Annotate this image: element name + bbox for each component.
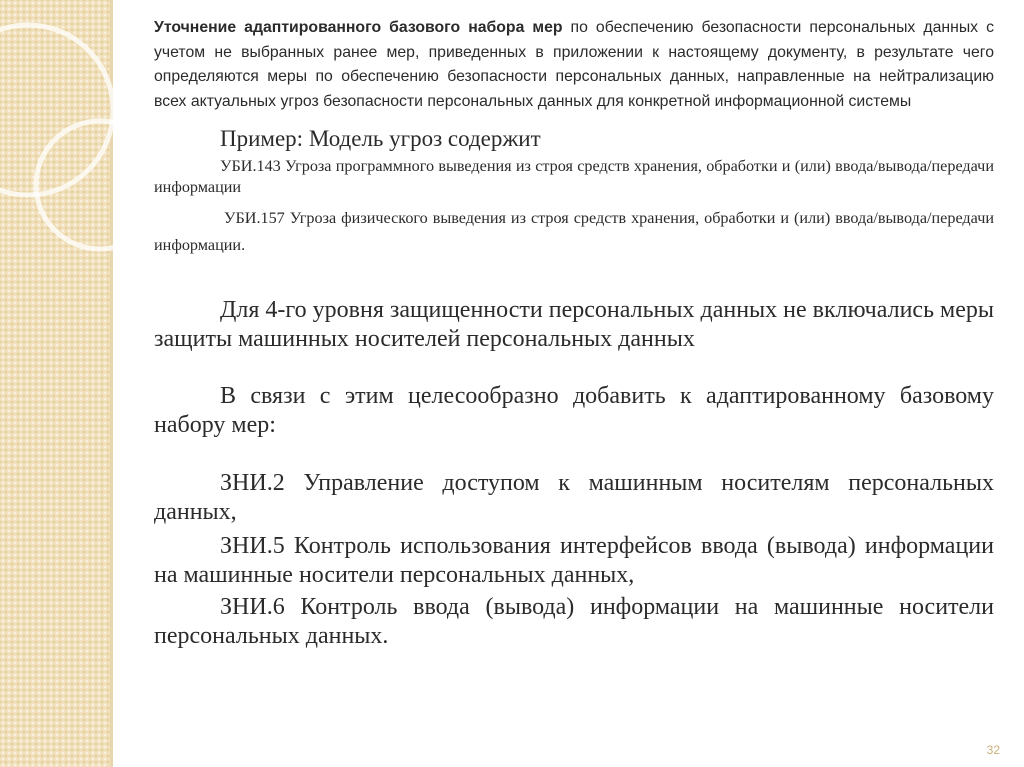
recommendation-paragraph: В связи с этим целесообразно добавить к адаптированному базовому набору мер: bbox=[154, 383, 994, 438]
measure-zni-2: ЗНИ.2 Управление доступом к машинным носителям персональных данных, bbox=[154, 470, 994, 525]
intro-paragraph bbox=[154, 16, 994, 114]
measure-zni-5: ЗНИ.5 Контроль использования интерфейсов ввода (вывода) информации на машинные носители персональных данных, bbox=[154, 533, 994, 588]
intro-rest: по обеспечению безопасности персональных данных с учетом не выбранных ранее мер, приведенных в приложении к настоящему документу, в результате чего определяются меры по обеспечению безопасности персональных данных, направленные на нейтрализацию всех актуальных угроз безопасности персональных данных для конкретной информационной системы bbox=[154, 19, 995, 110]
slide-content bbox=[154, 16, 994, 651]
intro-bold: Уточнение адаптированного базового набора мер bbox=[154, 19, 563, 36]
level-4-paragraph: Для 4-го уровня защищенности персональных данных не включались меры защиты машинных носителей персональных данных bbox=[154, 297, 994, 352]
threat-item-157: УБИ.157 Угроза физического выведения из строя средств хранения, обработки и (или) ввода/вывода/передачи информации. bbox=[154, 209, 994, 254]
example-title: Пример: Модель угроз содержит bbox=[220, 126, 541, 151]
threat-item-143: УБИ.143 Угроза программного выведения из строя средств хранения, обработки и (или) ввода/вывода/передачи информации bbox=[154, 157, 994, 196]
page-number: 32 bbox=[986, 743, 1000, 757]
measure-zni-6: ЗНИ.6 Контроль ввода (вывода) информации на машинные носители персональных данных. bbox=[154, 594, 994, 649]
